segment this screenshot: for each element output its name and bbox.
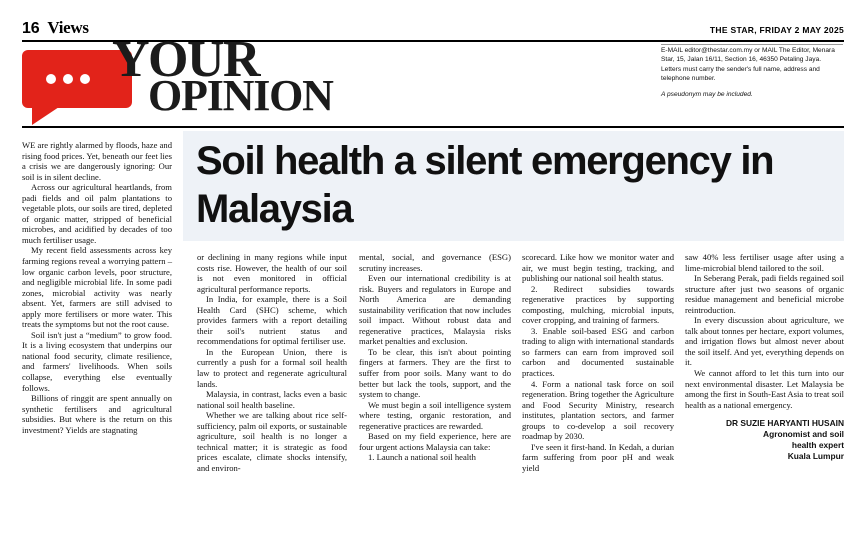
paragraph: 1. Launch a national soil health [368,452,476,463]
byline-role-line-2: health expert [791,440,844,451]
contact-line-2: A pseudonym may be included. [661,90,753,98]
article-column-2 [197,252,347,473]
paragraph: In the European Union, there is currently a push for a formal soil health law to protect and regenerate agricultural lands. [197,346,347,389]
paragraph: Across our agricultural heartlands, from padi fields and oil palm plantations to vegetable plots, our soils are tired, depleted of organic matter, stripped of beneficial microbes, and acidified by decades of too much fertiliser usage. [22,182,172,245]
article-column-4 [522,252,674,473]
paragraph: My recent field assessments across key farming regions reveal a worrying pattern – low organic carbon levels, poor structure, and negligible microbial life. In some padi zones, microbial activity was nearly absent. Yet, farmers are still advised to apply more fertilisers or more water. This treats the symptoms but not the root cause. [22,245,172,330]
paragraph: I've seen it first-hand. In Kedah, a durian farm suffering from poor pH and weak yield [522,441,674,473]
article-column-3 [359,252,511,463]
paragraph: WE are rightly alarmed by floods, haze and rising food prices. Yet, beneath our feet lies a crisis we are dangerously ignoring: Our soil is in silent decline. [22,140,172,182]
paragraph: 3. Enable soil-based ESG and carbon trading to align with international standards so farmers can earn from improved soil carbon and documented sustainable practices. [522,325,674,379]
contact-divider [661,44,843,45]
paragraph: mental, social, and governance (ESG) scrutiny increases. [359,252,511,273]
paragraph: Soil isn't just a “medium” to grow food. It is a living ecosystem that underpins our national food security, climate resilience, and farmers' livelihoods. When soils collapse, everything else eventually follows. [22,329,172,393]
paragraph: In Seberang Perak, padi fields regained soil structure after just two seasons of organic residue management and beneficial microbe reintroduction. [685,273,844,315]
paragraph: Whether we are talking about rice self-sufficiency, palm oil exports, or sustainable agriculture, soil health is no longer a technical matter; it is strategic as food prices escalate, climate shocks intensify, and environ- [197,410,347,473]
paragraph: Billions of ringgit are spent annually on synthetic fertilisers and agricultural subsidies. But where is the return on this investment? Yields are stagnating [22,393,172,435]
contact-line-1: E-MAIL editor@thestar.com.my or MAIL The Editor, Menara Star, 15, Jalan 16/11, Section 16, 46350 Petaling Jaya. Letters must carry the sender's full name, address and telephone number. [661,47,835,83]
byline-author: DR SUZIE HARYANTI HUSAIN [725,418,844,429]
logo-bottom-rule [22,126,844,128]
paragraph: Malaysia, in contrast, lacks even a basic national soil health baseline. [197,389,347,410]
section-name: Views [47,18,89,37]
paragraph: In India, for example, there is a Soil Health Card (SHC) scheme, which provides farmers with a report detailing their soil's nutrient status and recommendations for optimal fertiliser use. [197,294,347,347]
paragraph: 2. Redirect subsidies towards regenerative practices by supporting composting, mulching, microbial inputs, cover cropping, and training of farmers. [522,283,674,326]
header-left [22,18,89,38]
paragraph: scorecard. Like how we monitor water and air, we must begin testing, tracking, and publishing our national soil health status. [522,252,674,284]
paragraph: Even our international credibility is at risk. Buyers and regulators in Europe and North America are demanding sustainability verification that now includes soil impact. Without robust data and regenerative practices, Malaysia risks market penalties and exclusion. [359,273,511,347]
paragraph: Based on my field experience, here are four urgent actions Malaysia can take: [359,431,511,452]
paragraph: We cannot afford to let this turn into our next environmental disaster. Let Malaysia be among the first in South-East Asia to treat soil health as a national emergency. [685,368,844,410]
paragraph: 4. Form a national task force on soil regeneration. Bring together the Agriculture and Food Security Ministry, research institutes, plantation sectors, and farmer groups to co-develop a soil recovery roadmap by 2030. [522,378,674,442]
article-column-1 [22,140,172,435]
ellipsis-dots-icon [46,74,90,84]
page-title: Soil health a silent emergency in Malaysia [196,139,774,231]
article-column-5 [685,252,844,462]
logo-word-opinion: OPINION [148,71,333,120]
byline-role-line-1: Agronomist and soil [763,429,844,440]
masthead-date: THE STAR, FRIDAY 2 MAY 2025 [709,25,844,35]
byline-location: Kuala Lumpur [787,451,844,462]
paragraph: or declining in many regions while input costs rise. However, the health of our soil is not even monitored in official agricultural performance reports. [197,252,347,294]
paragraph: We must begin a soil intelligence system where testing, organic restoration, and regenerative practices are rewarded. [359,399,511,431]
page-number: 16 [22,20,40,37]
article-byline [685,418,844,462]
logo-word-your: YOUR [112,31,260,88]
paragraph: saw 40% less fertiliser usage after using a lime-microbial blend tailored to the soil. [685,252,844,273]
contact-info [661,46,843,105]
paragraph: To be clear, this isn't about pointing fingers at farmers. They are the first to suffer from poor soils. Many want to do better but lack the tools, support, and the system to change. [359,346,511,400]
paragraph: In every discussion about agriculture, we talk about tonnes per hectare, export volumes, and irrigation flows but almost never about the soil itself. And yet, everything depends on it. [685,315,844,368]
